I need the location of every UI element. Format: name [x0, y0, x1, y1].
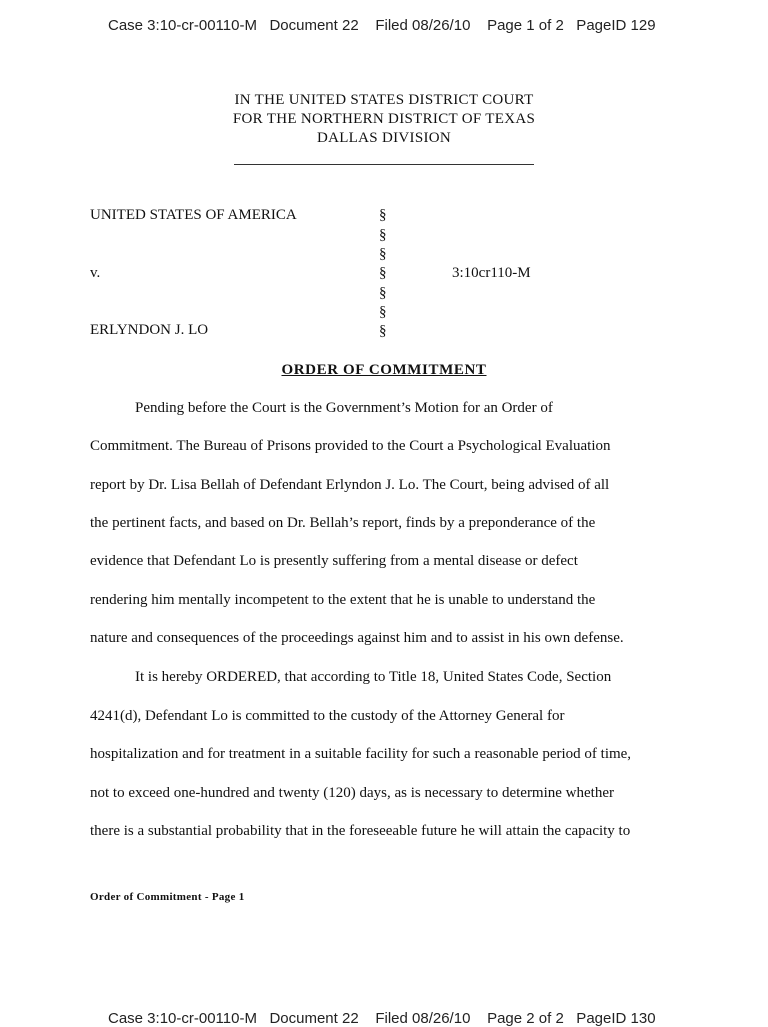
page-header-stamp: Case 3:10-cr-00110-M Document 22 Filed 08/26/10 Page 1 of 2 PageID 129 [108, 17, 656, 34]
court-name-line-1: IN THE UNITED STATES DISTRICT COURT [234, 92, 534, 108]
body-line: hospitalization and for treatment in a suitable facility for such a reasonable period of time, [90, 746, 632, 762]
page-footer: Order of Commitment - Page 1 [90, 891, 245, 903]
section-symbol: § [379, 304, 387, 320]
court-name-line-2: FOR THE NORTHERN DISTRICT OF TEXAS [232, 111, 536, 127]
versus-label: v. [90, 265, 101, 281]
court-division: DALLAS DIVISION [316, 130, 452, 146]
section-symbol: § [379, 246, 387, 262]
body-line: report by Dr. Lisa Bellah of Defendant Erlyndon J. Lo. The Court, being advised of all [90, 477, 610, 493]
section-symbol: § [379, 207, 387, 223]
body-line: It is hereby ORDERED, that according to Title 18, United States Code, Section [135, 669, 612, 685]
case-number: 3:10cr110-M [452, 265, 531, 281]
body-line: Pending before the Court is the Government’s Motion for an Order of [135, 400, 553, 416]
body-line: 4241(d), Defendant Lo is committed to the custody of the Attorney General for [90, 708, 565, 724]
next-page-header-stamp: Case 3:10-cr-00110-M Document 22 Filed 08/26/10 Page 2 of 2 PageID 130 [108, 1010, 656, 1027]
body-line: nature and consequences of the proceedings against him and to assist in his own defense. [90, 630, 624, 646]
section-symbol: § [379, 323, 387, 339]
body-line: rendering him mentally incompetent to the extent that he is unable to understand the [90, 592, 596, 608]
section-symbol: § [379, 265, 387, 281]
body-line: there is a substantial probability that in the foreseeable future he will attain the capacity to [90, 823, 631, 839]
body-line: evidence that Defendant Lo is presently suffering from a mental disease or defect [90, 553, 578, 569]
defendant-name: ERLYNDON J. LO [90, 322, 209, 338]
plaintiff-name: UNITED STATES OF AMERICA [90, 207, 297, 223]
document-title: ORDER OF COMMITMENT [281, 362, 487, 378]
header-divider [234, 164, 534, 165]
body-line: Commitment. The Bureau of Prisons provided to the Court a Psychological Evaluation [90, 438, 611, 454]
section-symbol: § [379, 227, 387, 243]
section-symbol: § [379, 285, 387, 301]
body-line: the pertinent facts, and based on Dr. Bellah’s report, finds by a preponderance of the [90, 515, 596, 531]
body-line: not to exceed one-hundred and twenty (120) days, as is necessary to determine whether [90, 785, 614, 801]
